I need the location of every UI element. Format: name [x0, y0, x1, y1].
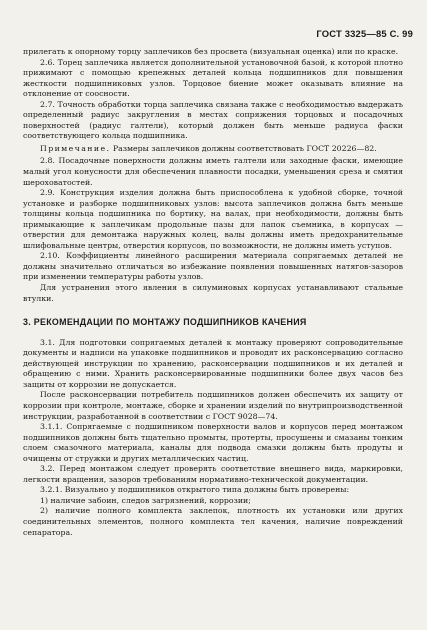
- note-label: Примечание.: [40, 143, 111, 153]
- document-body: [23, 47, 403, 538]
- page-header: ГОСТ 3325—85 С. 99: [316, 28, 413, 39]
- paragraph-steel-sleeves: Для устранения этого явления в силуминовых корпусах устанавливают стальные втулки.: [23, 283, 403, 303]
- note-text: Размеры заплечиков должны соответствовать ГОСТ 20226—82.: [112, 143, 377, 153]
- paragraph-continued: прилегать к опорному торцу заплечиков без просвета (визуальная оценка) или по краске.: [23, 47, 399, 56]
- paragraph-3-2: 3.2. Перед монтажом следует проверять соответствие внешнего вида, маркировки, легкости вращения, зазоров требованиям нормативно-технической документации.: [23, 464, 403, 484]
- list-item: 2) наличие полного комплекта заклепок, плотность их установки или других соединительных элементов, полного комплекта тел качения, наличие повреждений сепаратора.: [23, 506, 403, 537]
- paragraph-2-7: 2.7. Точность обработки торца заплечика связана также с необходимостью выдержать определенный радиус закругления в местах сопряжения торцовых и посадочных поверхностей (радиус галтели), который должен быть меньше радиуса фаски соответствующего кольца подшипника.: [23, 99, 403, 141]
- paragraph-after-deconservation: После расконсервации потребитель подшипников должен обеспечить их защиту от коррозии при контроле, монтаже, сборке и хранении изделий по внутрипроизводственной инструкции, разработанной в соответствии с ГОСТ 9028—74.: [23, 390, 403, 421]
- list-item: 1) наличие забоин, следов загрязнений, коррозии;: [40, 495, 251, 505]
- paragraph-2-6: 2.6. Торец заплечика является дополнительной установочной базой, к которой плотно прижимают с помощью крепежных деталей кольца подшипников для повышения жесткости подшипниковых узлов. Торцовое биение может оказывать влияние на отклонение от соосности.: [23, 57, 403, 99]
- section-heading: 3. РЕКОМЕНДАЦИИ ПО МОНТАЖУ ПОДШИПНИКОВ КАЧЕНИЯ: [23, 317, 307, 328]
- paragraph-3-1-1: 3.1.1. Сопрягаемые с подшипником поверхности валов и корпусов перед монтажом подшипников должны быть тщательно промыты, протерты, просушены и смазаны тонким слоем смазочного материала, каналы для подвода смазки должны быть продуты и очищены от стружки и других металлических частиц.: [23, 422, 403, 463]
- paragraph-3-2-1: 3.2.1. Визуально у подшипников открытого типа должны быть проверены:: [40, 485, 350, 495]
- paragraph-2-8: 2.8. Посадочные поверхности должны иметь галтели или заходные фаски, имеющие малый угол конусности для обеспечения плавности посадки, уменьшения среза и смятия шероховатостей.: [23, 156, 403, 187]
- paragraph-3-1: 3.1. Для подготовки сопрягаемых деталей к монтажу проверяют сопроводительные документы и надписи на упаковке подшипников и проводят их расконсервацию согласно действующей инструкции по хранению, расконсервации подшипников и их деталей и обращению с ними. Хранить расконсервированные подшипники более двух часов без защиты от коррозии не допускается.: [23, 337, 403, 389]
- paragraph-2-9: 2.9. Конструкция изделия должна быть приспособлена к удобной сборке, точной установке и разборке подшипниковых узлов: высота заплечиков должна быть меньше толщины кольца подшипника по бортику, на валах, при необходимости, должны быть примыкающие к заплечикам продольные пазы для лапок съемника, в корпусах — отверстия для демонтажа наружных колец, валы должны иметь предохранительные шлифовальные центры, отверстия корпусов, по возможности, не должны иметь уступов.: [23, 188, 403, 250]
- paragraph-2-10: 2.10. Коэффициенты линейного расширения материала сопрягаемых деталей не должны значительно отличаться во избежание появления повышенных натягов-зазоров при изменении температуры работы узлов.: [23, 251, 403, 282]
- note: [23, 144, 403, 155]
